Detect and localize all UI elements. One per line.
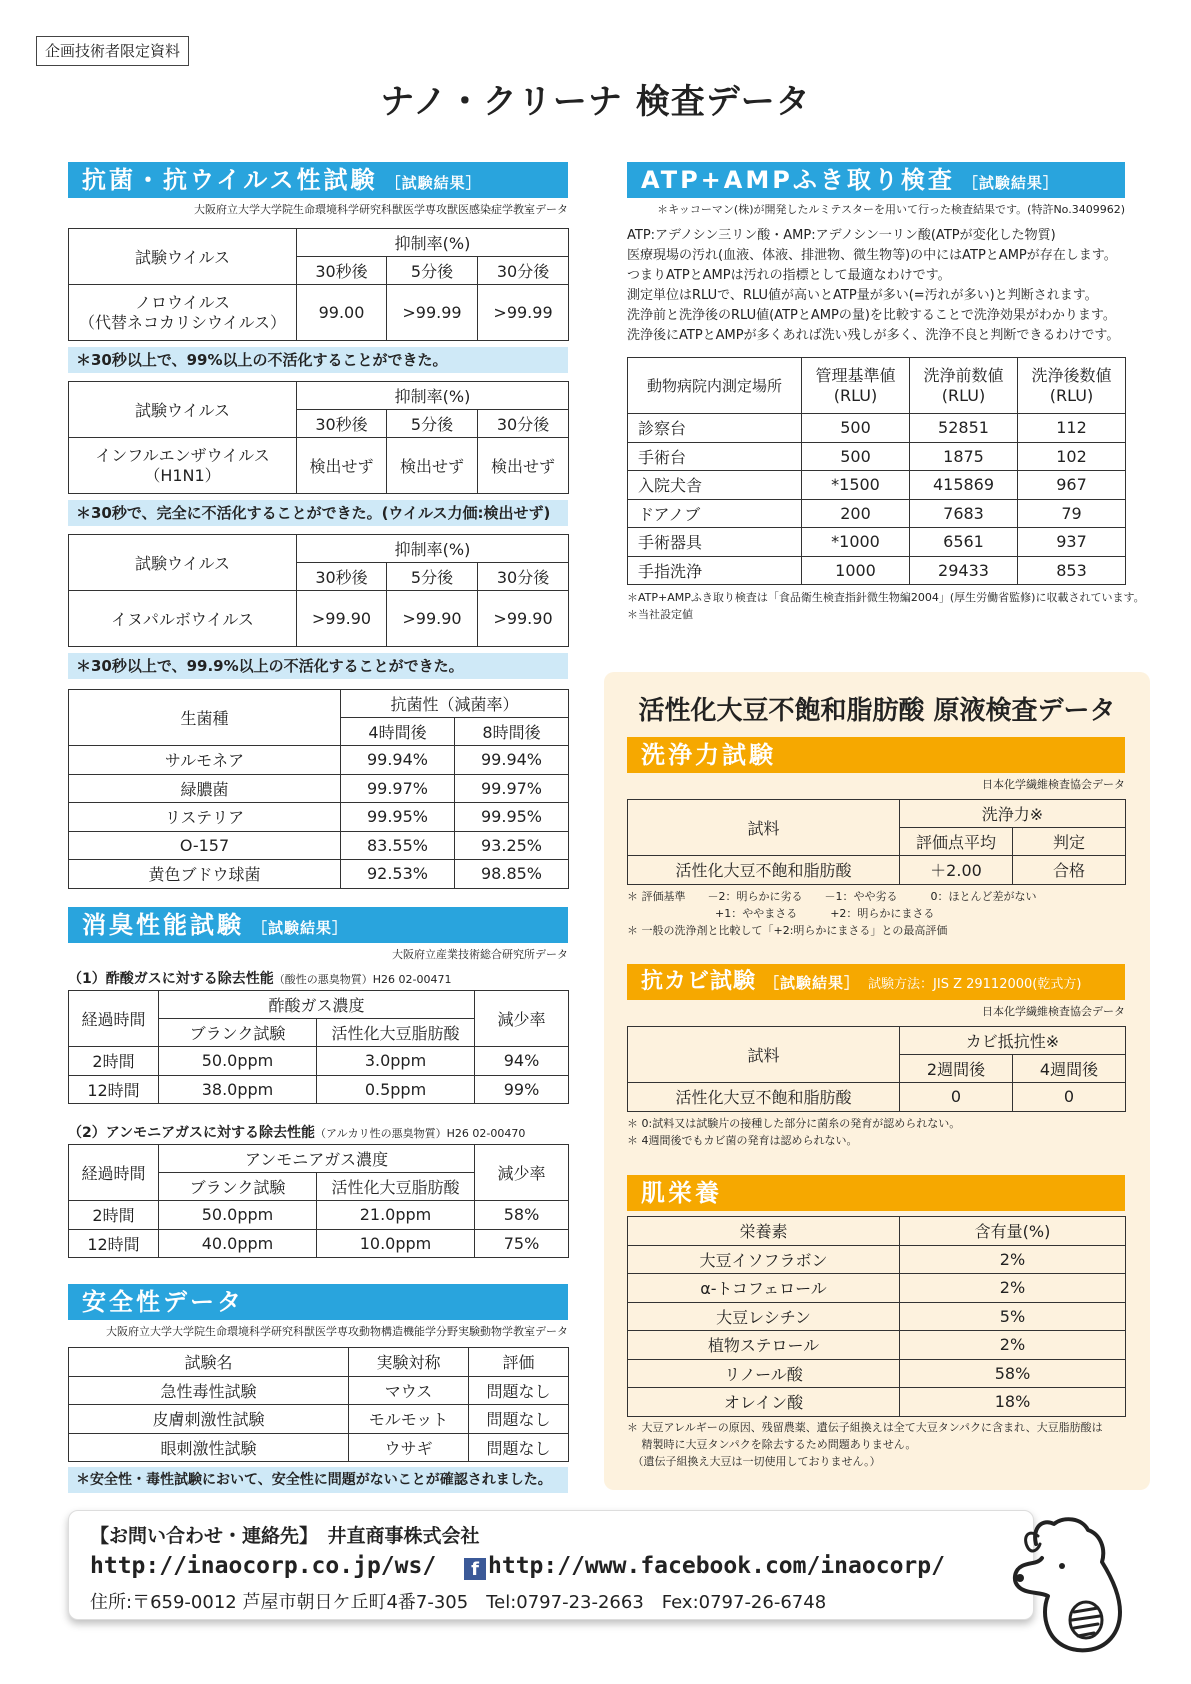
blank-value: 50.0ppm (159, 1201, 317, 1230)
dog-mascot-icon (1008, 1508, 1148, 1658)
nutrient-name: α-トコフェロール (628, 1274, 900, 1303)
bacteria-value: 99.97% (455, 774, 569, 803)
bacteria-value: 83.55% (341, 831, 455, 860)
atp-value: 7683 (910, 499, 1018, 528)
mold-method: 試験方法：JIS Z 29112000(乾式方) (868, 977, 1082, 992)
bacteria-rate-header: 抗菌性（減菌率） (341, 690, 569, 718)
skin-table (627, 1216, 1126, 1417)
rate-value: >99.90 (387, 591, 478, 647)
atp-col-header: 動物病院内測定場所 (628, 358, 802, 414)
rate-value: 99.00 (297, 285, 387, 341)
acetic-subheading (68, 968, 451, 988)
safety-subject: マウス (349, 1376, 469, 1405)
mold-value: 0 (900, 1083, 1013, 1112)
wash-score: ＋2.00 (900, 856, 1013, 885)
safety-note: ＊安全性・毒性試験において、安全性に問題がないことが確認されました。 (68, 1467, 568, 1493)
bacteria-value: 99.95% (341, 803, 455, 832)
rate-value: >99.90 (478, 591, 569, 647)
bacteria-name: O-157 (69, 831, 341, 860)
atp-value: 29433 (910, 556, 1018, 585)
antibac-source: 大阪府立大学大学院生命環境科学研究科獣医学専攻獣医感染症学教室データ (194, 203, 568, 216)
bacteria-col-header: 生菌種 (69, 690, 341, 746)
bacteria-table (68, 689, 569, 889)
mold-heading (627, 964, 1125, 1000)
ammonia-title: （2）アンモニアガスに対する除去性能 (68, 1125, 316, 1141)
dog-nose (1016, 1574, 1024, 1582)
facebook-url: http://www.facebook.com/inaocorp/ (488, 1553, 945, 1579)
skin-col-header: 栄養素 (628, 1217, 900, 1246)
active-value: 3.0ppm (317, 1047, 475, 1076)
atp-heading (627, 162, 1125, 198)
time-header: 5分後 (387, 563, 478, 591)
dog-eye (1059, 1563, 1065, 1569)
safety-test: 急性毒性試験 (69, 1376, 349, 1405)
contact-label: 【お問い合わせ・連絡先】 井直商事株式会社 (90, 1525, 480, 1547)
gas-header: 酢酸ガス濃度 (159, 991, 475, 1019)
bacteria-name: サルモネア (69, 746, 341, 775)
nutrient-name: 植物ステロール (628, 1331, 900, 1360)
atp-value: 112 (1018, 414, 1126, 443)
atp-value: *1000 (802, 528, 910, 557)
nutrient-value: 2% (900, 1274, 1126, 1303)
virus-name: ノロウイルス （代替ネコカリシウイルス） (69, 285, 297, 341)
atp-col-header: 洗浄後数値 (RLU) (1018, 358, 1126, 414)
rate-value: >99.90 (297, 591, 387, 647)
atp-note: ＊ATP+AMPふき取り検査は「食品衛生検査指針微生物編2004」(厚生労働省監修)に収載されています。 (627, 591, 1145, 604)
atp-value: 79 (1018, 499, 1126, 528)
acetic-title: （1）酢酸ガスに対する除去性能 (68, 971, 274, 987)
deodor-heading (68, 907, 568, 943)
wash-table (627, 799, 1126, 885)
rate-col-header: 抑制率(%) (297, 229, 569, 257)
atp-desc-line: 医療現場の汚れ(血液、体液、排泄物、微生物等)の中にはATPとAMPが存在します。 (627, 248, 1117, 263)
atp-value: 500 (802, 414, 910, 443)
reduce-header: 減少率 (475, 1145, 569, 1201)
skin-note: 精製時に大豆タンパクを除去するため問題ありません。 (627, 1438, 917, 1451)
wash-judge: 合格 (1013, 856, 1126, 885)
bacteria-value: 99.95% (455, 803, 569, 832)
safety-table (68, 1347, 569, 1462)
nutrient-value: 18% (900, 1388, 1126, 1417)
atp-value: 1875 (910, 442, 1018, 471)
deodor-heading-sub: ［試験結果］ (252, 919, 349, 937)
confidential-tag: 企画技術者限定資料 (36, 36, 189, 66)
atp-value: 102 (1018, 442, 1126, 471)
active-header: 活性化大豆脂肪酸 (317, 1019, 475, 1047)
mold-heading-sub: ［試験結果］ (764, 974, 861, 992)
rate-col-header: 抑制率(%) (297, 535, 569, 563)
ammonia-table (68, 1144, 569, 1258)
antibac-heading-text: 抗菌・抗ウイルス性試験 (82, 166, 378, 194)
virus-col-header: 試験ウイルス (69, 535, 297, 591)
bacteria-name: リステリア (69, 803, 341, 832)
safety-eval: 問題なし (469, 1376, 569, 1405)
nutrient-value: 5% (900, 1302, 1126, 1331)
time-header: 30分後 (478, 257, 569, 285)
blank-value: 40.0ppm (159, 1229, 317, 1258)
facebook-link[interactable] (464, 1553, 945, 1580)
atp-value: 415869 (910, 471, 1018, 500)
virus-col-header: 試験ウイルス (69, 229, 297, 285)
bacteria-value: 99.94% (455, 746, 569, 775)
elapsed-value: 2時間 (69, 1047, 159, 1076)
skin-notes (627, 1419, 1125, 1470)
skin-col-header: 含有量(%) (900, 1217, 1126, 1246)
mold-heading-text: 抗カビ試験 (641, 969, 757, 994)
rate-col-header: 抑制率(%) (297, 382, 569, 410)
mold-note: ＊ 4週間後でもカビ菌の発育は認められない。 (627, 1134, 858, 1147)
contact-address: 住所:〒659-0012 芦屋市朝日ケ丘町4番7-305 Tel:0797-23-2663 Fex:0797-26-6748 (90, 1592, 827, 1613)
facebook-icon: f (464, 1558, 486, 1580)
safety-test: 眼刺激性試験 (69, 1433, 349, 1462)
atp-location: 手術器具 (628, 528, 802, 557)
reduce-value: 99% (475, 1075, 569, 1104)
reduce-value: 94% (475, 1047, 569, 1076)
atp-location: 手術台 (628, 442, 802, 471)
nutrient-name: オレイン酸 (628, 1388, 900, 1417)
mold-resist-header: カビ抵抗性※ (900, 1027, 1126, 1055)
rate-value: 検出せず (478, 438, 569, 494)
safety-eval: 問題なし (469, 1405, 569, 1434)
soy-panel-title: 活性化大豆不飽和脂肪酸 原液検査データ (638, 696, 1116, 726)
safety-eval: 問題なし (469, 1433, 569, 1462)
mold-source: 日本化学繊維検査協会データ (982, 1005, 1125, 1018)
nutrient-value: 2% (900, 1245, 1126, 1274)
time-header: 5分後 (387, 410, 478, 438)
safety-subject: モルモット (349, 1405, 469, 1434)
atp-description (627, 226, 1125, 346)
deodor-source: 大阪府立産業技術総合研究所データ (392, 948, 568, 961)
atp-location: 手指洗浄 (628, 556, 802, 585)
active-value: 21.0ppm (317, 1201, 475, 1230)
virus-note-1: ＊30秒以上で、99%以上の不活化することができた。 (68, 347, 568, 373)
bacteria-name: 緑膿菌 (69, 774, 341, 803)
active-value: 10.0ppm (317, 1229, 475, 1258)
reduce-value: 75% (475, 1229, 569, 1258)
safety-col-header: 実験対称 (349, 1348, 469, 1377)
virus-note-2: ＊30秒で、完全に不活化することができた。(ウイルス力価:検出せず) (68, 500, 568, 526)
nutrient-name: 大豆イソフラボン (628, 1245, 900, 1274)
rate-value: >99.99 (387, 285, 478, 341)
nutrient-value: 2% (900, 1331, 1126, 1360)
mold-value: 0 (1013, 1083, 1126, 1112)
safety-col-header: 評価 (469, 1348, 569, 1377)
blank-value: 38.0ppm (159, 1075, 317, 1104)
atp-value: 6561 (910, 528, 1018, 557)
atp-location: ドアノブ (628, 499, 802, 528)
active-header: 活性化大豆脂肪酸 (317, 1173, 475, 1201)
antibac-heading (68, 162, 568, 198)
elapsed-value: 12時間 (69, 1229, 159, 1258)
wash-col-header: 判定 (1013, 828, 1126, 856)
wash-notes (627, 888, 1125, 939)
bacteria-value: 98.85% (455, 860, 569, 889)
rate-value: >99.99 (478, 285, 569, 341)
atp-heading-sub: ［試験結果］ (962, 174, 1059, 192)
acetic-table (68, 990, 569, 1104)
atp-notes (627, 589, 1145, 623)
wash-sample: 活性化大豆不飽和脂肪酸 (628, 856, 900, 885)
blank-value: 50.0ppm (159, 1047, 317, 1076)
atp-location: 入院犬舎 (628, 471, 802, 500)
mold-notes (627, 1115, 1125, 1149)
wash-sample-header: 試料 (628, 800, 900, 856)
wash-source: 日本化学繊維検査協会データ (982, 778, 1125, 791)
atp-col-header: 洗浄前数値 (RLU) (910, 358, 1018, 414)
atp-value: 937 (1018, 528, 1126, 557)
time-header: 30分後 (478, 563, 569, 591)
mold-col-header: 4週間後 (1013, 1055, 1126, 1083)
atp-desc-line: つまりATPとAMPは汚れの指標として最適なわけです。 (627, 268, 951, 283)
atp-desc-line: 洗浄後にATPとAMPが多くあれば洗い残しが多く、洗浄不良と判断できるわけです。 (627, 328, 1120, 343)
safety-col-header: 試験名 (69, 1348, 349, 1377)
virus-table-3 (68, 534, 569, 647)
atp-table (627, 357, 1126, 585)
rate-value: 検出せず (297, 438, 387, 494)
wash-col-header: 評価点平均 (900, 828, 1013, 856)
virus-name: インフルエンザウイルス （H1N1） (69, 438, 297, 494)
atp-value: 1000 (802, 556, 910, 585)
nutrient-name: リノール酸 (628, 1359, 900, 1388)
mold-sample: 活性化大豆不飽和脂肪酸 (628, 1083, 900, 1112)
bacteria-name: 黄色ブドウ球菌 (69, 860, 341, 889)
safety-subject: ウサギ (349, 1433, 469, 1462)
safety-test: 皮膚刺激性試験 (69, 1405, 349, 1434)
mold-note: ＊ 0:試料又は試験片の接種した部分に菌糸の発育が認められない。 (627, 1117, 961, 1130)
time-header: 5分後 (387, 257, 478, 285)
atp-value: 500 (802, 442, 910, 471)
page-title: ナノ・クリーナ 検査データ (380, 82, 811, 122)
virus-table-2 (68, 381, 569, 494)
skin-heading: 肌栄養 (627, 1175, 1125, 1211)
time-header: 30秒後 (297, 257, 387, 285)
dog-head-outline (1015, 1519, 1120, 1650)
virus-note-3: ＊30秒以上で、99.9%以上の不活化することができた。 (68, 653, 568, 679)
time-header: 30秒後 (297, 410, 387, 438)
rate-value: 検出せず (387, 438, 478, 494)
mold-col-header: 2週間後 (900, 1055, 1013, 1083)
time-header: 4時間後 (341, 718, 455, 746)
mold-sample-header: 試料 (628, 1027, 900, 1083)
atp-desc-line: ATP:アデノシン三リン酸・AMP:アデノシン一リン酸(ATPが変化した物質) (627, 228, 1056, 243)
blank-header: ブランク試験 (159, 1019, 317, 1047)
atp-desc-line: 測定単位はRLUで、RLU値が高いとATP量が多い(=汚れが多い)と判断されます。 (627, 288, 1098, 303)
virus-col-header: 試験ウイルス (69, 382, 297, 438)
time-header: 30秒後 (297, 563, 387, 591)
ammonia-small: （アルカリ性の悪臭物質）H26 02-00470 (315, 1127, 526, 1140)
elapsed-value: 2時間 (69, 1201, 159, 1230)
atp-value: *1500 (802, 471, 910, 500)
reduce-header: 減少率 (475, 991, 569, 1047)
time-header: 30分後 (478, 410, 569, 438)
acetic-small: （酸性の悪臭物質）H26 02-00471 (273, 973, 452, 986)
atp-col-header: 管理基準値 (RLU) (802, 358, 910, 414)
nutrient-name: 大豆レシチン (628, 1302, 900, 1331)
wash-heading: 洗浄力試験 (627, 737, 1125, 773)
gas-header: アンモニアガス濃度 (159, 1145, 475, 1173)
website-link[interactable]: http://inaocorp.co.jp/ws/ (90, 1553, 437, 1579)
virus-table-1 (68, 228, 569, 341)
bacteria-value: 99.97% (341, 774, 455, 803)
mold-table (627, 1026, 1126, 1112)
elapsed-value: 12時間 (69, 1075, 159, 1104)
virus-name: イヌパルボウイルス (69, 591, 297, 647)
wash-note: ＊ 一般の洗浄剤と比較して「+2:明らかにまさる」との最高評価 (627, 924, 948, 937)
atp-value: 200 (802, 499, 910, 528)
wash-power-header: 洗浄力※ (900, 800, 1126, 828)
wash-note: ＊ 評価基準 －2：明らかに劣る －1：やや劣る 0：ほとんど差がない (627, 890, 1037, 903)
antibac-heading-sub: ［試験結果］ (385, 174, 482, 192)
nutrient-value: 58% (900, 1359, 1126, 1388)
elapsed-header: 経過時間 (69, 1145, 159, 1201)
atp-heading-text: ATP+AMPふき取り検査 (641, 166, 955, 194)
atp-value: 853 (1018, 556, 1126, 585)
skin-note: （遺伝子組換え大豆は一切使用しておりません。） (627, 1455, 881, 1468)
safety-source: 大阪府立大学大学院生命環境科学研究科獣医学専攻動物構造機能学分野実験動物学教室データ (106, 1325, 568, 1338)
ammonia-subheading (68, 1122, 525, 1142)
blank-header: ブランク試験 (159, 1173, 317, 1201)
elapsed-header: 経過時間 (69, 991, 159, 1047)
atp-value: 52851 (910, 414, 1018, 443)
wash-note: +1：ややまさる +2：明らかにまさる (627, 907, 935, 920)
skin-note: ＊ 大豆アレルギーの原因、残留農薬、遺伝子組換えは全て大豆タンパクに含まれ、大豆脂肪酸は (627, 1421, 1103, 1434)
safety-heading: 安全性データ (68, 1284, 568, 1320)
atp-source: ＊キッコーマン(株)が開発したルミテスターを用いて行った検査結果です。(特許No.3409962) (657, 203, 1125, 216)
time-header: 8時間後 (455, 718, 569, 746)
bacteria-value: 93.25% (455, 831, 569, 860)
atp-note: ＊当社設定値 (627, 608, 693, 621)
deodor-heading-text: 消臭性能試験 (82, 911, 244, 939)
reduce-value: 58% (475, 1201, 569, 1230)
active-value: 0.5ppm (317, 1075, 475, 1104)
atp-location: 診察台 (628, 414, 802, 443)
atp-desc-line: 洗浄前と洗浄後のRLU値(ATPとAMPの量)を比較することで洗浄効果がわかります。 (627, 308, 1116, 323)
bacteria-value: 99.94% (341, 746, 455, 775)
atp-value: 967 (1018, 471, 1126, 500)
bacteria-value: 92.53% (341, 860, 455, 889)
